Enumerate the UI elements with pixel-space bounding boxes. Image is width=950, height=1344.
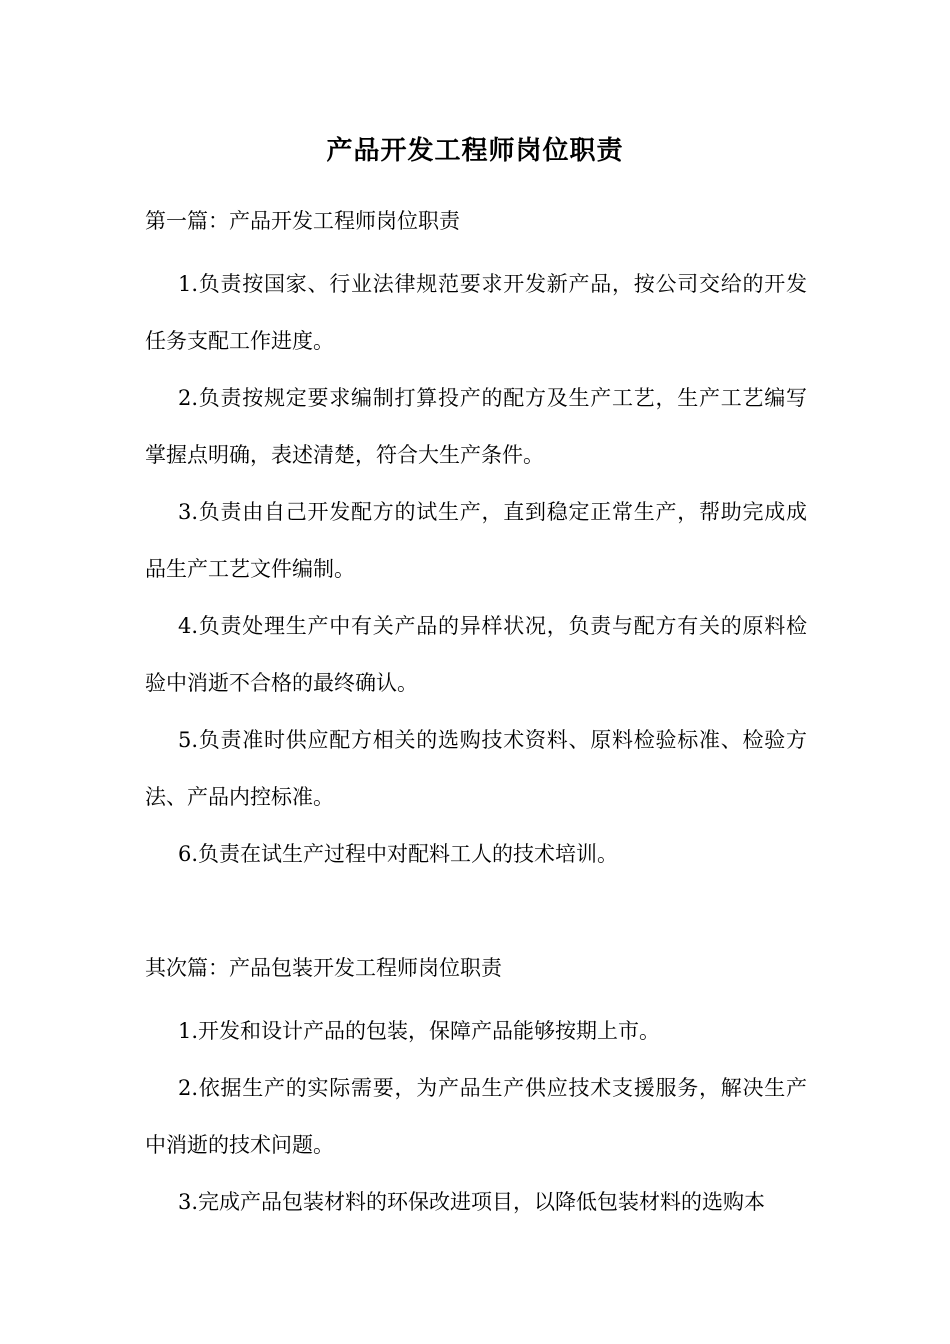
section-spacer bbox=[145, 883, 807, 947]
list-item: 3.负责由自己开发配方的试生产，直到稳定正常生产，帮助完成成品生产工艺文件编制。 bbox=[145, 500, 807, 581]
section-heading: 其次篇：产品包装开发工程师岗位职责 bbox=[145, 956, 502, 980]
list-item: 6.负责在试生产过程中对配料工人的技术培训。 bbox=[178, 842, 619, 866]
list-item: 2.负责按规定要求编制打算投产的配方及生产工艺，生产工艺编写掌握点明确，表述清楚，符合大生产条件。 bbox=[145, 386, 807, 467]
list-item: 3.完成产品包装材料的环保改进项目，以降低包装材料的选购本 bbox=[178, 1190, 766, 1214]
list-item: 1.负责按国家、行业法律规范要求开发新产品，按公司交给的开发任务支配工作进度。 bbox=[145, 272, 807, 353]
section-1 bbox=[145, 200, 807, 883]
list-item: 4.负责处理生产中有关产品的异样状况，负责与配方有关的原料检验中消逝不合格的最终确认。 bbox=[145, 614, 807, 695]
document-title: 产品开发工程师岗位职责 bbox=[326, 136, 624, 166]
section-2 bbox=[145, 947, 807, 1231]
list-item: 2.依据生产的实际需要，为产品生产供应技术支援服务，解决生产中消逝的技术问题。 bbox=[145, 1076, 807, 1157]
list-item: 1.开发和设计产品的包装，保障产品能够按期上市。 bbox=[178, 1019, 661, 1043]
list-item: 5.负责准时供应配方相关的选购技术资料、原料检验标准、检验方法、产品内控标准。 bbox=[145, 728, 807, 809]
section-heading: 第一篇：产品开发工程师岗位职责 bbox=[145, 209, 460, 233]
document-body bbox=[145, 200, 807, 1231]
